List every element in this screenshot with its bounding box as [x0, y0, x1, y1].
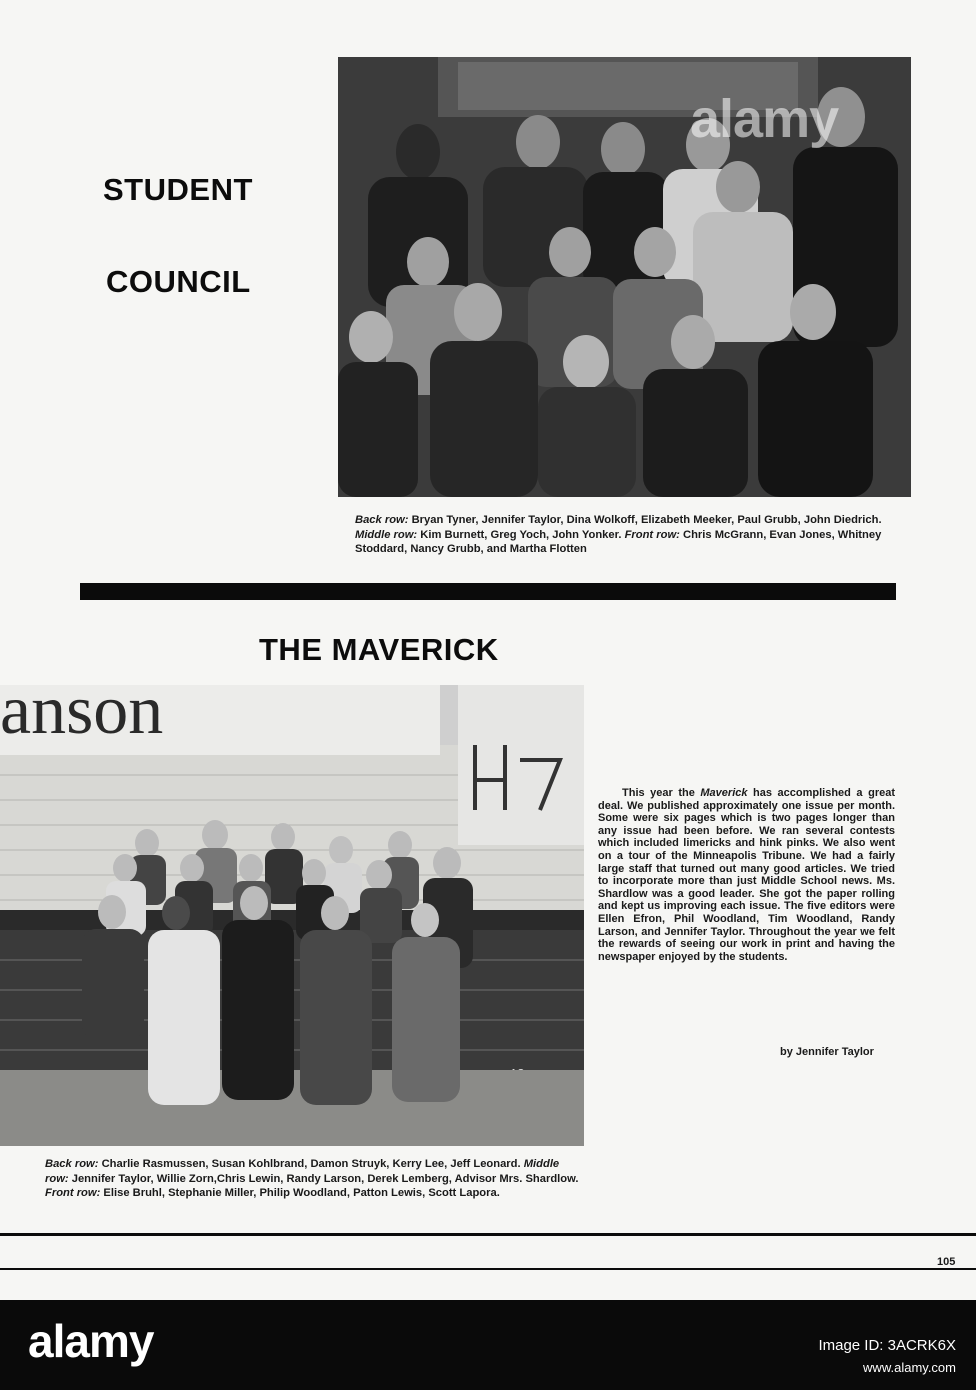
footer-rule: [0, 1268, 976, 1270]
banner-text: anson: [0, 685, 164, 749]
student-council-caption: [355, 513, 893, 557]
middle-row-label: Middle row:: [45, 1158, 560, 1185]
maverick-title: THE MAVERICK: [259, 632, 499, 667]
middle-row-label: Middle row:: [355, 528, 418, 541]
page-number: 105: [937, 1256, 956, 1268]
maverick-photo: [0, 685, 584, 1146]
middle-row-names: Jennifer Taylor, Willie Zorn,Chris Lewin, Randy Larson, Derek Lemberg, Advisor Mrs. Shardlow.: [68, 1172, 579, 1185]
back-row-names: Charlie Rasmussen, Susan Kohlbrand, Damon Struyk, Kerry Lee, Jeff Leonard.: [98, 1158, 524, 1170]
front-row-label: Front row:: [624, 528, 680, 541]
bottom-rule: [0, 1233, 976, 1236]
section-divider-bar: [80, 583, 896, 600]
middle-row-names: Kim Burnett, Greg Yoch, John Yonker.: [417, 528, 625, 541]
article-byline: by Jennifer Taylor: [780, 1046, 874, 1058]
maverick-caption: [45, 1157, 583, 1201]
article-text-start: This year the: [622, 787, 701, 799]
footer-image-id: Image ID: 3ACRK6X: [818, 1337, 956, 1354]
footer-url: www.alamy.com: [863, 1360, 956, 1375]
article-maverick-italic: Maverick: [700, 787, 748, 799]
front-row-names: Chris McGrann, Evan Jones, Whitney Stoddard, Nancy Grubb, and Martha Flotten: [355, 528, 882, 555]
back-row-label: Back row:: [355, 514, 409, 526]
maverick-article: [598, 787, 895, 963]
back-row-names: Bryan Tyner, Jennifer Taylor, Dina Wolkoff, Elizabeth Meeker, Paul Grubb, John Diedrich.: [408, 514, 882, 526]
student-council-title-line1: STUDENT: [103, 172, 253, 207]
student-council-title-line2: COUNCIL: [106, 264, 251, 299]
front-row-label: Front row:: [45, 1187, 101, 1199]
footer-logo: alamy: [28, 1315, 154, 1367]
watermark: alamy: [690, 89, 839, 149]
article-text-body: has accomplished a great deal. We published approximately one issue per month. Some were six pages which is two pages longer than any issue had been before. We ran several contests which included limericks and hink pinks. We also went on a tour of the Minneapolis Tribune. We had a fairly large staff that turned out many good articles. We tried to incorporate more than just Middle School news. Ms. Shardlow was a good leader. She got the paper rolling and kept us improving each issue. The five editors were Ellen Efron, Phil Woodland, Tim Woodland, Randy Larson, and Jennifer Taylor. Throughout the year we felt the rewards of seeing our work in print and having the newspaper enjoyed by the students.: [598, 787, 895, 963]
back-row-label: Back row:: [45, 1158, 99, 1170]
stock-footer-bar: [0, 1300, 976, 1390]
front-row-names: Elise Bruhl, Stephanie Miller, Philip Woodland, Patton Lewis, Scott Lapora.: [100, 1187, 500, 1199]
